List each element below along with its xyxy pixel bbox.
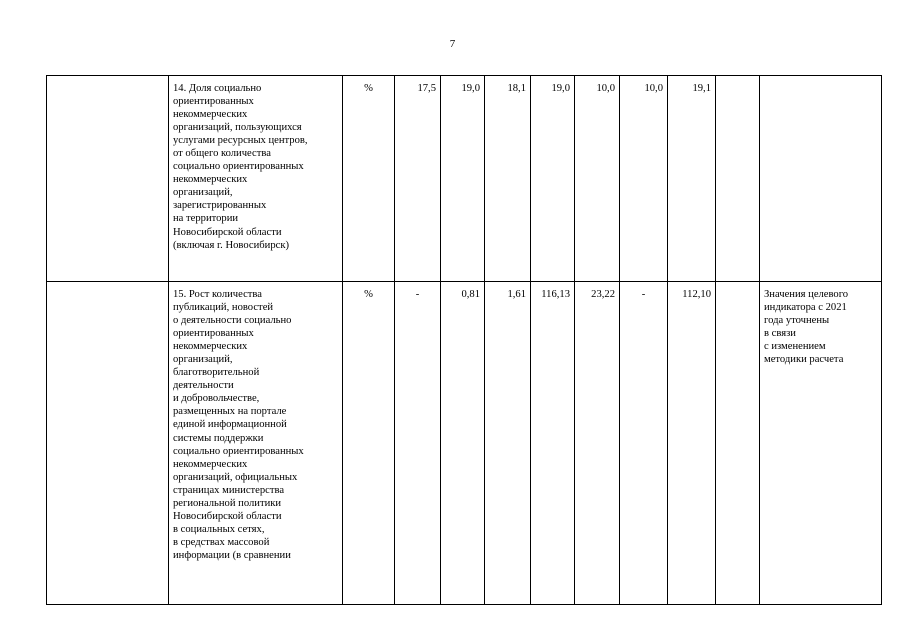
- unit-cell: %: [343, 76, 395, 282]
- value-cell: 19,0: [441, 76, 485, 282]
- value-cell: 10,0: [575, 76, 620, 282]
- table-row: [47, 76, 882, 282]
- indicator-name-line: Новосибирской области: [173, 226, 282, 238]
- indicator-name-line: организаций,: [173, 187, 233, 199]
- value-cell: 116,13: [531, 282, 575, 605]
- indicator-table: [46, 75, 882, 605]
- indicator-name-line: (включая г. Новосибирск): [173, 239, 290, 251]
- indicator-name-line: ориентированных: [173, 96, 254, 108]
- indicator-name-line: деятельности: [173, 380, 234, 392]
- indicator-name-line: Новосибирской области: [173, 510, 282, 522]
- indicator-name-line: организаций, официальных: [173, 471, 298, 483]
- indicator-name-line: системы поддержки: [173, 432, 264, 444]
- indicator-name-line: на территории: [173, 213, 239, 225]
- value-cell: -: [620, 282, 668, 605]
- indicator-name-line: размещенных на портале: [173, 406, 287, 418]
- value-cell: 17,5: [395, 76, 441, 282]
- indicator-name-line: социально ориентированных: [173, 161, 304, 173]
- indicator-name-line: о деятельности социально: [173, 315, 292, 327]
- indicator-name-line: зарегистрированных: [173, 200, 267, 212]
- indicator-name-line: благотворительной: [173, 367, 260, 379]
- indicator-name-line: некоммерческих: [173, 109, 248, 121]
- value-cell: 1,61: [485, 282, 531, 605]
- indicator-name-line: в социальных сетях,: [173, 523, 265, 535]
- empty-cell: [47, 282, 169, 605]
- indicator-name-line: единой информационной: [173, 419, 287, 431]
- empty-cell: [47, 76, 169, 282]
- page-number: 7: [449, 38, 456, 50]
- value-cell: -: [395, 282, 441, 605]
- note-cell: [760, 282, 882, 605]
- indicator-name-line: региональной политики: [173, 497, 282, 509]
- table-row: [47, 282, 882, 605]
- value-cell: 0,81: [441, 282, 485, 605]
- value-cell: 112,10: [668, 282, 716, 605]
- indicator-name-line: некоммерческих: [173, 341, 248, 353]
- indicator-name-line: организаций, пользующихся: [173, 122, 302, 134]
- value-cell: 10,0: [620, 76, 668, 282]
- indicator-name-line: некоммерческих: [173, 458, 248, 470]
- indicator-name-line: 14. Доля социально: [173, 83, 262, 94]
- note-cell: [760, 76, 882, 282]
- note-line: года уточнены: [764, 315, 830, 327]
- empty-cell: [716, 76, 760, 282]
- value-cell: 18,1: [485, 76, 531, 282]
- indicator-name-line: от общего количества: [173, 148, 271, 160]
- note-line: в связи: [764, 328, 796, 340]
- indicator-name-line: социально ориентированных: [173, 445, 304, 457]
- empty-cell: [716, 282, 760, 605]
- indicator-name-line: в средствах массовой: [173, 536, 270, 548]
- indicator-name-line: ориентированных: [173, 328, 254, 340]
- value-cell: 23,22: [575, 282, 620, 605]
- indicator-name-cell: [169, 76, 343, 282]
- indicator-name-line: публикаций, новостей: [173, 302, 274, 314]
- indicator-name-line: организаций,: [173, 354, 233, 366]
- note-line: методики расчета: [764, 354, 844, 366]
- note-line: с изменением: [764, 341, 826, 353]
- unit-cell: %: [343, 282, 395, 605]
- indicator-name-line: страницах министерства: [173, 484, 285, 496]
- indicator-name-line: услугами ресурсных центров,: [173, 135, 308, 147]
- value-cell: 19,1: [668, 76, 716, 282]
- indicator-name-line: 15. Рост количества: [173, 289, 262, 300]
- indicator-name-cell: [169, 282, 343, 605]
- indicator-name-line: некоммерческих: [173, 174, 248, 186]
- note-line: Значения целевого: [764, 289, 849, 300]
- indicator-name-line: информации (в сравнении: [173, 549, 291, 561]
- note-line: индикатора с 2021: [764, 302, 847, 314]
- indicator-name-line: и добровольчестве,: [173, 393, 260, 405]
- value-cell: 19,0: [531, 76, 575, 282]
